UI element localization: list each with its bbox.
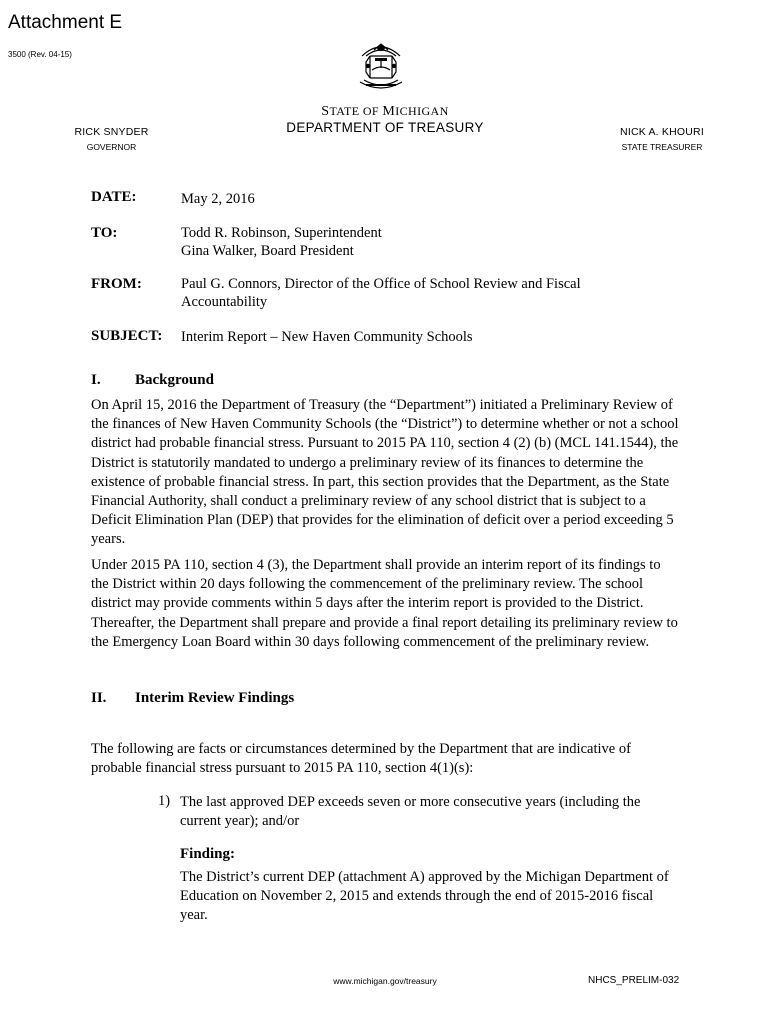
treasurer-title: STATE TREASURER xyxy=(621,142,703,152)
governor-name: RICK SNYDER xyxy=(74,126,149,138)
footer-url: www.michigan.gov/treasury xyxy=(333,976,437,986)
footer-document-code: NHCS_PRELIM-032 xyxy=(588,975,680,986)
state-seal-icon xyxy=(352,36,410,98)
item-1-text: The last approved DEP exceeds seven or more consecutive years (including the current year); and/or xyxy=(180,794,641,830)
to-line-1: Todd R. Robinson, Superintendent xyxy=(181,225,382,241)
date-label: DATE: xyxy=(91,189,137,205)
from-label: FROM: xyxy=(91,276,142,292)
form-number: 3500 (Rev. 04-15) xyxy=(8,50,72,59)
finding-text: The District’s current DEP (attachment A) approved by the Michigan Department of Education on November 2, 2015 and extends through the end of 2015-2016 fiscal year. xyxy=(180,869,669,924)
section-2-title: Interim Review Findings xyxy=(135,690,295,706)
to-line-2: Gina Walker, Board President xyxy=(181,243,354,259)
from-value: Paul G. Connors, Director of the Office of School Review and Fiscal Accountability xyxy=(181,276,581,310)
subject-value: Interim Report – New Haven Community Schools xyxy=(181,329,473,345)
date-value: May 2, 2016 xyxy=(181,191,255,207)
attachment-label: Attachment E xyxy=(8,12,123,33)
findings-intro: The following are facts or circumstances determined by the Department that are indicative of probable financial stress pursuant to 2015 PA 110, section 4(1)(s): xyxy=(91,741,631,777)
state-name: STATE OF MICHIGAN xyxy=(321,104,449,119)
section-1-number: I. xyxy=(91,372,101,388)
to-label: TO: xyxy=(91,225,118,241)
department-name: DEPARTMENT OF TREASURY xyxy=(286,120,484,135)
section-2-number: II. xyxy=(91,690,107,706)
subject-label: SUBJECT: xyxy=(91,328,163,344)
item-1-number: 1) xyxy=(158,793,171,809)
treasurer-name: NICK A. KHOURI xyxy=(620,126,704,138)
background-paragraph-2: Under 2015 PA 110, section 4 (3), the Department shall provide an interim report of its findings to the District within 20 days following the commencement of the preliminary review. The school district may provide comments within 5 days after the interim report is provided to the District. Thereafter, the Department shall prepare and provide a final report detailing its preliminary review to the Emergency Loan Board within 30 days following commencement of the preliminary review. xyxy=(91,557,678,650)
section-1-title: Background xyxy=(135,372,214,388)
governor-title: GOVERNOR xyxy=(86,142,137,152)
background-paragraph-1: On April 15, 2016 the Department of Treasury (the “Department”) initiated a Preliminary Review of the finances of New Haven Community Schools (the “District”) to determine whether or not a school district had probable financial stress. Pursuant to 2015 PA 110, section 4 (2) (b) (MCL 141.1544), the District is statutorily mandated to undergo a preliminary review of its finances to determine the existence of probable financial stress. In part, this section provides that the Department, as the State Financial Authority, shall conduct a preliminary review of any school district that is subject to a Deficit Elimination Plan (DEP) that provides for the elimination of deficit over a period exceeding 5 years. xyxy=(91,397,679,548)
finding-label: Finding: xyxy=(180,846,236,862)
